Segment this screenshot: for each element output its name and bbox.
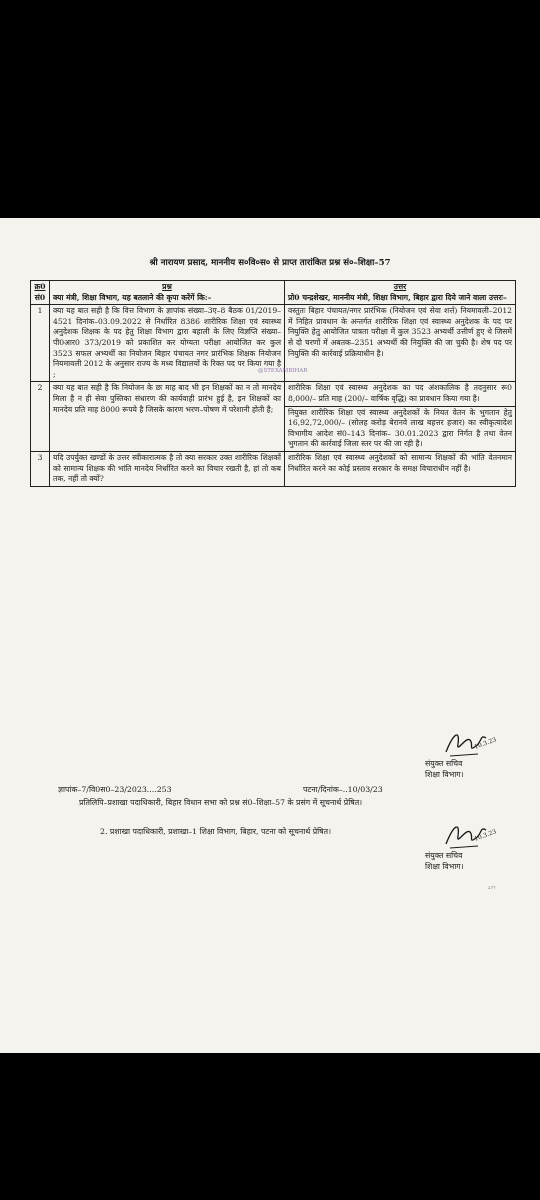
- question-subtitle: क्या मंत्री, शिक्षा विभाग, यह बतलाने की कृपा करेंगें कि:–: [53, 292, 212, 302]
- row-number: 1: [31, 305, 50, 382]
- signature-date: 10.3.23: [473, 736, 498, 751]
- page-mark: 277: [488, 885, 496, 890]
- copy-distribution-2: 2. प्रशाखा पदाधिकारी, प्रशाखा–1 शिक्षा विभाग, बिहार, पटना को सूचनार्थ प्रेषित।: [100, 827, 332, 836]
- answer-text: शारीरिक शिक्षा एवं स्वास्थ्य अनुदेशकों को सामान्य शिक्षकों की भांति वेतनमान निर्धारित करने का कोई प्रस्ताव सरकार के समक्ष विचाराधीन नहीं है।: [285, 451, 516, 486]
- question-header: [50, 281, 285, 305]
- memo-reference: ज्ञापांक–7/वि0स0–23/2023....253: [58, 785, 172, 794]
- answer-paragraph: शारीरिक शिक्षा एवं स्वास्थ्य अनुदेशक का पद अंशकालिक है तदनुसार रू0 8,000/– प्रति माह (200/– वार्षिक वृद्धि) का प्रावधान किया गया है।: [288, 383, 512, 403]
- signatory-department: शिक्षा विभाग।: [425, 770, 464, 779]
- signature-date: 10.3.23: [473, 828, 498, 843]
- answer-text: वस्तुतः बिहार पंचायत/नगर प्रारंभिक (नियोजन एवं सेवा शर्त्त) नियमावली–2012 में निहित प्रावधान के अन्तर्गत शारीरिक शिक्षा एवं स्वास्थ्य अनुदेशक के पद पर नियुक्ति हेतु आयोजित पात्रता परीक्षा में कुल 3523 अभ्यर्थी उत्तीर्ण हुए थे जिसमें से दो चरणों में अबतक–2351 अभ्यर्थी की नियुक्ति की जा चुकी है। शेष पद पर नियुक्ति की कार्रवाई प्रक्रियाधीन है।: [285, 305, 516, 382]
- memo-place-date: पटना/दिनांक–..10/03/23: [303, 785, 383, 794]
- table-row: [31, 382, 516, 452]
- row-number: 2: [31, 382, 50, 452]
- answer-title: उत्तर: [393, 282, 407, 291]
- document-page: [0, 218, 540, 1053]
- question-text: क्या यह बात सही है कि वित्त विभाग के ज्ञापांक संख्या–3ए–8 बैठक 01/2019–4521 दिनांक–03.09.2022 से निर्धारित 8386 शारीरिक शिक्षा एवं स्वास्थ्य अनुदेशक शिक्षक के पद हेतु शिक्षा विभाग द्वारा बहाली के लिए विज्ञप्ति संख्या–पी0आर0 373/2019 को प्रकाशित कर योग्यता परीक्षा आयोजित कर कुल 3523 सफल अभ्यर्थी का नियोजन बिहार पंचायत नगर प्रारंभिक शिक्षक नियोजन नियमावली 2012 के अनुसार राज्य के मध्य विद्यालयों के रिक्त पद पर किया गया है ;: [50, 305, 285, 382]
- answer-header: [285, 281, 516, 305]
- answer-text: [285, 382, 516, 452]
- question-answer-table: [30, 280, 516, 487]
- table-header-row: [31, 281, 516, 305]
- signatory-department: शिक्षा विभाग।: [425, 862, 464, 871]
- table-row: [31, 451, 516, 486]
- serial-header: क्र0 सं0: [31, 281, 50, 305]
- signatory-title: संयुक्त सचिव: [425, 851, 463, 860]
- signatory-title: संयुक्त सचिव: [425, 759, 463, 768]
- question-text: यदि उपर्युक्त खण्डों के उत्तर स्वीकारात्मक है तो क्या सरकार उक्त शारीरिक शिक्षकों को सामान्य शिक्षक की भांति मानदेय निर्धारित करने का विचार रखती है, हां तो कब तक, नहीं तो क्यों?: [50, 451, 285, 486]
- document-heading: श्री नारायण प्रसाद, माननीय स०वि०स० से प्राप्त तारांकित प्रश्न सं०–शिक्षा–57: [149, 258, 391, 268]
- copy-distribution-1: प्रतिलिपि–प्रशाखा पदाधिकारी, बिहार विधान सभा को प्रश्न सं0–शिक्षा–57 के प्रसंग में सूचनार्थ प्रेषित।: [79, 798, 363, 807]
- question-title: प्रश्न: [162, 282, 172, 291]
- answer-subtitle: प्रो0 चन्द्रशेखर, माननीय मंत्री, शिक्षा विभाग, बिहार द्वारा दिये जाने वाला उत्तरः–: [288, 292, 507, 302]
- row-number: 3: [31, 451, 50, 486]
- answer-paragraph: नियुक्त शारीरिक शिक्षा एवं स्वास्थ्य अनुदेशकों के नियत वेतन के भुगतान हेतु 16,92,72,000/– (सोलह करोड़ बेरानवे लाख बहत्तर हजार) का स्वीकृत्यादेश विभागीय आदेश सं0–143 दिनांक– 30.01.2023 द्वारा निर्गत है तथा वेतन भुगतान की कार्रवाई जिला स्तर पर की जा रही है।: [285, 406, 515, 450]
- question-text: क्या यह बात सही है कि नियोजन के छः माह बाद भी इन शिक्षकों का न तो मानदेय मिला है न ही सेवा पुस्तिका संधारण की कार्यवाही प्रारंभ हुई है, इन शिक्षकों का मानदेय प्रति माह 8000 रूपये है जिसके कारण भरण–पोषण में परेशानी होती है;: [50, 382, 285, 452]
- watermark: @STEXAMBIHAR: [258, 368, 308, 374]
